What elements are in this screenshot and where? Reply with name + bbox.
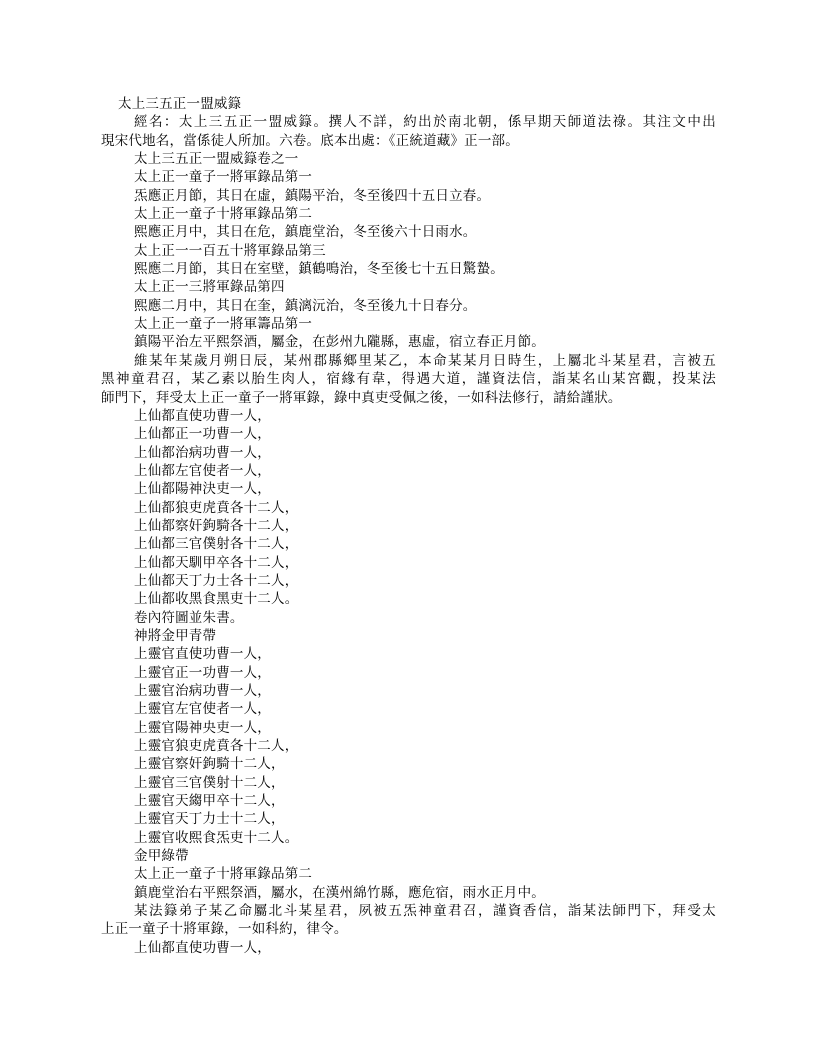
- text-line: 上仙都收黑食黑吏十二人。: [134, 591, 299, 607]
- text-line: 某法籙弟子某乙命屬北斗某星君，夙被五炁神童君召，謹資香信，詣某法師門下，拜受太: [134, 903, 716, 919]
- text-line: 上仙都左官使者一人，: [134, 462, 271, 478]
- text-line: 太上三五正一盟威籙: [118, 96, 242, 111]
- text-line: 上仙都治病功曹一人，: [134, 444, 271, 460]
- text-line: 維某年某歲月朔日辰，某州郡縣鄉里某乙，本命某某月日時生，上屬北斗某星君，言被五: [134, 352, 716, 368]
- text-line: 上仙都天丁力士各十二人，: [134, 572, 299, 588]
- text-line: 現宋代地名，當係徒人所加。六卷。底本出處：《正統道藏》正一部。: [101, 132, 519, 148]
- text-line: 熙應二月節，其日在室壁，鎮鶴鳴治，冬至後七十五日驚蟄。: [134, 261, 504, 277]
- text-line: 上仙都直使功曹一人，: [134, 407, 271, 423]
- text-lines: [101, 95, 716, 957]
- text-line: 上仙都察奸鉤騎各十二人，: [134, 517, 299, 533]
- text-line: 上靈官治病功曹一人，: [134, 683, 271, 698]
- text-line: 金甲綠帶: [134, 848, 189, 864]
- text-line: 上仙都直使功曹一人，: [134, 939, 271, 955]
- text-line: 上靈官天丁力士十二人，: [134, 811, 285, 827]
- text-line: 太上正一童子一將軍錄品第一: [134, 169, 313, 185]
- text-line: 太上正一一百五十將軍錄品第三: [134, 242, 326, 258]
- text-line: 上仙都正一功曹一人，: [134, 426, 271, 442]
- text-line: 太上正一童子一將軍籌品第一: [134, 316, 313, 332]
- text-line: 上靈官直使功曹一人，: [134, 646, 271, 662]
- text-line: 太上正一童子十將軍錄品第二: [134, 206, 313, 222]
- text-line: 上靈官正一功曹一人，: [134, 664, 271, 680]
- text-line: 上仙都陽神決吏一人，: [134, 481, 271, 497]
- text-line: 師門下，拜受太上正一童子一將軍錄，錄中真吏受佩之後，一如科法修行，請給謹狀。: [101, 389, 622, 405]
- text-line: 上靈官左官使者一人，: [134, 701, 271, 717]
- text-line: 鎮鹿堂治右平熙祭酒，屬水，在漢州綿竹縣，應危宿，雨水正月中。: [134, 884, 545, 900]
- text-line: 熙應正月中，其日在危，鎮鹿堂治，冬至後六十日雨水。: [134, 224, 477, 240]
- text-line: 炁應正月節，其日在虛，鎮陽平治，冬至後四十五日立春。: [134, 187, 491, 203]
- text-line: 鎮陽平治左平熙祭酒，屬金，在彭州九隴縣，惠虛，宿立春正月節。: [134, 334, 545, 350]
- text-line: 神將金甲青帶: [134, 627, 217, 643]
- text-line: 經名：太上三五正一盟威籙。撰人不詳，約出於南北朝，係早期天師道法祿。其注文中出: [134, 114, 716, 130]
- text-line: 上靈官收熙食炁吏十二人。: [134, 829, 299, 845]
- text-line: 上仙都狼吏虎賁各十二人，: [134, 499, 299, 515]
- text-line: 熙應二月中，其日在奎，鎮漓沅治，冬至後九十日春分。: [134, 297, 477, 313]
- text-line: 太上正一童子十將軍錄品第二: [134, 866, 313, 882]
- text-line: 上靈官天縐甲卒十二人，: [134, 793, 285, 809]
- text-line: 黑神童君召，某乙素以胎生肉人，宿緣有韋，得遇大道，謹資法信，詣某名山某宮觀，投某法: [101, 371, 716, 387]
- text-line: 上正一童子十將軍錄，一如科約，律令。: [101, 921, 348, 937]
- text-line: 上靈官陽神央吏一人，: [134, 719, 271, 735]
- text-line: 太上三五正一盟威籙卷之一: [134, 151, 299, 167]
- text-line: 上仙都三官僕射各十二人，: [134, 536, 299, 552]
- text-line: 卷內符圖並朱書。: [134, 609, 244, 625]
- text-line: 上靈官狼吏虎賁各十二人，: [134, 738, 299, 754]
- text-line: 上仙都天馴甲卒各十二人，: [134, 554, 299, 570]
- text-line: 上靈官察奸鉤騎十二人，: [134, 756, 285, 772]
- text-line: 太上正一三將軍錄品第四: [134, 279, 285, 295]
- text-line: 上靈官三官僕射十二人，: [134, 774, 285, 790]
